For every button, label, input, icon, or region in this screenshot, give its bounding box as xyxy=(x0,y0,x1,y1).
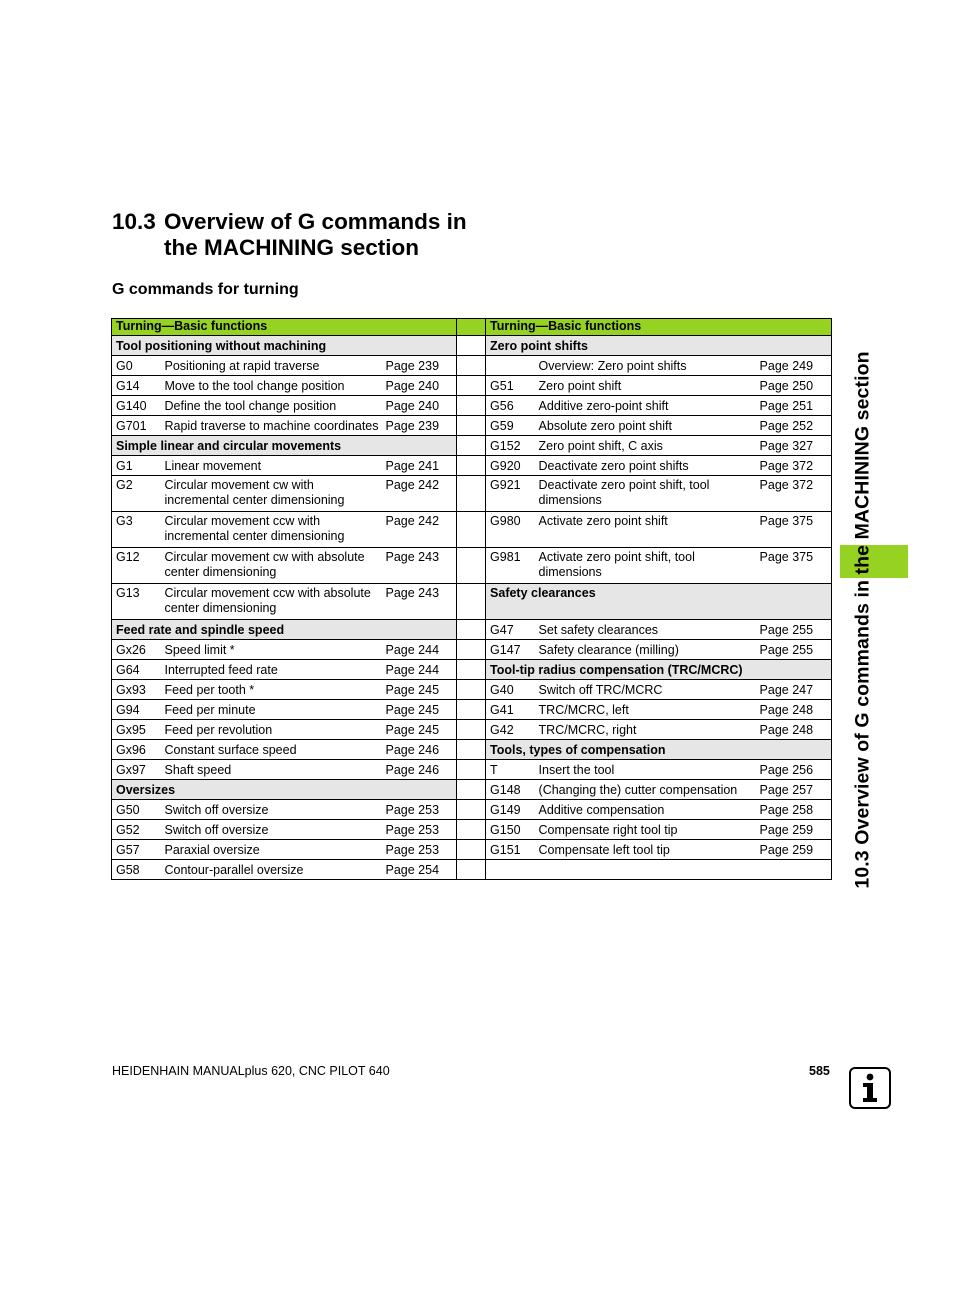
left-page-reference: Page 240 xyxy=(382,396,457,416)
table-row xyxy=(112,456,832,476)
table-row xyxy=(112,512,832,548)
right-page-reference: Page 255 xyxy=(756,620,832,640)
right-g-code: G148 xyxy=(486,780,535,800)
table-row xyxy=(112,620,832,640)
left-g-code: G13 xyxy=(112,584,161,620)
left-section-heading: Oversizes xyxy=(112,780,457,800)
right-page-reference: Page 249 xyxy=(756,356,832,376)
table-row xyxy=(112,780,832,800)
table-row xyxy=(112,376,832,396)
table-row xyxy=(112,356,832,376)
right-description: Switch off TRC/MCRC xyxy=(535,680,756,700)
right-description: Additive compensation xyxy=(535,800,756,820)
right-page-reference: Page 372 xyxy=(756,456,832,476)
right-description: Compensate right tool tip xyxy=(535,820,756,840)
left-g-code: G94 xyxy=(112,700,161,720)
right-g-code: G40 xyxy=(486,680,535,700)
right-description: Insert the tool xyxy=(535,760,756,780)
right-g-code: G42 xyxy=(486,720,535,740)
right-section-heading: Tool-tip radius compensation (TRC/MCRC) xyxy=(486,660,832,680)
right-g-code: G150 xyxy=(486,820,535,840)
table-row xyxy=(112,820,832,840)
left-page-reference: Page 242 xyxy=(382,476,457,512)
left-description: Switch off oversize xyxy=(161,800,382,820)
table-row xyxy=(112,680,832,700)
left-section-heading: Tool positioning without machining xyxy=(112,336,457,356)
right-empty-cell xyxy=(486,860,832,880)
right-page-reference: Page 257 xyxy=(756,780,832,800)
page-number: 585 xyxy=(809,1064,830,1078)
right-page-reference: Page 372 xyxy=(756,476,832,512)
left-g-code: G12 xyxy=(112,548,161,584)
section-title-line2: the MACHINING section xyxy=(164,235,420,260)
right-page-reference: Page 259 xyxy=(756,840,832,860)
gap-cell xyxy=(457,376,486,396)
right-description: Additive zero-point shift xyxy=(535,396,756,416)
gap-cell xyxy=(457,640,486,660)
right-g-code: G59 xyxy=(486,416,535,436)
gap-cell xyxy=(457,660,486,680)
right-section-heading: Safety clearances xyxy=(486,584,832,620)
table-row xyxy=(112,740,832,760)
left-g-code: Gx96 xyxy=(112,740,161,760)
table-row xyxy=(112,860,832,880)
table-row xyxy=(112,584,832,620)
right-description: Deactivate zero point shifts xyxy=(535,456,756,476)
section-title xyxy=(112,209,467,261)
right-page-reference: Page 327 xyxy=(756,436,832,456)
right-g-code: G980 xyxy=(486,512,535,548)
right-description: Activate zero point shift, tool dimensions xyxy=(535,548,756,584)
left-page-reference: Page 253 xyxy=(382,800,457,820)
left-page-reference: Page 245 xyxy=(382,720,457,740)
right-description: Compensate left tool tip xyxy=(535,840,756,860)
right-g-code: G920 xyxy=(486,456,535,476)
left-g-code: Gx93 xyxy=(112,680,161,700)
right-g-code: G41 xyxy=(486,700,535,720)
right-g-code: G149 xyxy=(486,800,535,820)
right-description: Safety clearance (milling) xyxy=(535,640,756,660)
right-g-code: G981 xyxy=(486,548,535,584)
right-page-reference: Page 255 xyxy=(756,640,832,660)
right-description: Deactivate zero point shift, tool dimensions xyxy=(535,476,756,512)
left-description: Circular movement cw with absolute center dimensioning xyxy=(161,548,382,584)
left-page-reference: Page 240 xyxy=(382,376,457,396)
table-row xyxy=(112,700,832,720)
left-g-code: Gx97 xyxy=(112,760,161,780)
left-g-code: G0 xyxy=(112,356,161,376)
table-row xyxy=(112,436,832,456)
left-description: Paraxial oversize xyxy=(161,840,382,860)
left-description: Positioning at rapid traverse xyxy=(161,356,382,376)
left-page-reference: Page 239 xyxy=(382,356,457,376)
info-glyph-icon xyxy=(859,1073,881,1103)
table-row xyxy=(112,840,832,860)
table-body xyxy=(112,319,832,880)
gap-cell xyxy=(457,820,486,840)
right-g-code: G51 xyxy=(486,376,535,396)
right-page-reference: Page 259 xyxy=(756,820,832,840)
gap-cell xyxy=(457,720,486,740)
left-page-reference: Page 254 xyxy=(382,860,457,880)
table-header-row xyxy=(112,319,832,336)
right-description: TRC/MCRC, right xyxy=(535,720,756,740)
left-g-code: G2 xyxy=(112,476,161,512)
gap-cell xyxy=(457,620,486,640)
section-title-line1: Overview of G commands in xyxy=(164,209,467,234)
gap-cell xyxy=(457,548,486,584)
left-page-reference: Page 242 xyxy=(382,512,457,548)
sidebar-chapter-title: 10.3 Overview of G commands in the MACHINING section xyxy=(851,351,874,889)
table-row xyxy=(112,416,832,436)
left-g-code: G3 xyxy=(112,512,161,548)
left-g-code: G64 xyxy=(112,660,161,680)
section-number: 10.3 xyxy=(112,209,156,234)
left-description: Circular movement cw with incremental center dimensioning xyxy=(161,476,382,512)
left-page-reference: Page 245 xyxy=(382,680,457,700)
subtitle: G commands for turning xyxy=(112,281,299,298)
right-page-reference: Page 248 xyxy=(756,720,832,740)
left-description: Circular movement ccw with incremental center dimensioning xyxy=(161,512,382,548)
right-description: Zero point shift xyxy=(535,376,756,396)
info-icon xyxy=(849,1067,891,1109)
right-page-reference: Page 375 xyxy=(756,512,832,548)
table-row xyxy=(112,396,832,416)
right-page-reference: Page 256 xyxy=(756,760,832,780)
table-row xyxy=(112,800,832,820)
gap-cell xyxy=(457,860,486,880)
gap-cell xyxy=(457,680,486,700)
right-page-reference: Page 375 xyxy=(756,548,832,584)
right-g-code: G152 xyxy=(486,436,535,456)
left-page-reference: Page 245 xyxy=(382,700,457,720)
left-page-reference: Page 253 xyxy=(382,840,457,860)
left-description: Feed per minute xyxy=(161,700,382,720)
right-section-heading: Tools, types of compensation xyxy=(486,740,832,760)
right-column-header: Turning—Basic functions xyxy=(486,319,832,336)
left-page-reference: Page 246 xyxy=(382,760,457,780)
gap-cell xyxy=(457,456,486,476)
left-section-heading: Simple linear and circular movements xyxy=(112,436,457,456)
left-description: Switch off oversize xyxy=(161,820,382,840)
left-page-reference: Page 244 xyxy=(382,640,457,660)
gap-cell xyxy=(457,319,486,336)
right-description: Activate zero point shift xyxy=(535,512,756,548)
left-g-code: G140 xyxy=(112,396,161,416)
gap-cell xyxy=(457,396,486,416)
left-description: Circular movement ccw with absolute center dimensioning xyxy=(161,584,382,620)
gap-cell xyxy=(457,356,486,376)
gap-cell xyxy=(457,336,486,356)
left-g-code: G14 xyxy=(112,376,161,396)
gap-cell xyxy=(457,800,486,820)
left-description: Move to the tool change position xyxy=(161,376,382,396)
right-description: (Changing the) cutter compensation xyxy=(535,780,756,800)
right-page-reference: Page 247 xyxy=(756,680,832,700)
gap-cell xyxy=(457,436,486,456)
right-description: Absolute zero point shift xyxy=(535,416,756,436)
left-g-code: Gx26 xyxy=(112,640,161,660)
left-description: Constant surface speed xyxy=(161,740,382,760)
gap-cell xyxy=(457,740,486,760)
right-g-code: G921 xyxy=(486,476,535,512)
right-page-reference: Page 251 xyxy=(756,396,832,416)
left-page-reference: Page 243 xyxy=(382,584,457,620)
right-g-code: G151 xyxy=(486,840,535,860)
footer-product-name: HEIDENHAIN MANUALplus 620, CNC PILOT 640 xyxy=(112,1064,390,1078)
left-description: Linear movement xyxy=(161,456,382,476)
table-row xyxy=(112,760,832,780)
left-page-reference: Page 241 xyxy=(382,456,457,476)
gap-cell xyxy=(457,476,486,512)
right-description: Set safety clearances xyxy=(535,620,756,640)
left-description: Shaft speed xyxy=(161,760,382,780)
right-page-reference: Page 248 xyxy=(756,700,832,720)
left-description: Speed limit * xyxy=(161,640,382,660)
gap-cell xyxy=(457,416,486,436)
left-section-heading: Feed rate and spindle speed xyxy=(112,620,457,640)
left-g-code: G1 xyxy=(112,456,161,476)
left-g-code: G57 xyxy=(112,840,161,860)
left-g-code: G52 xyxy=(112,820,161,840)
gap-cell xyxy=(457,760,486,780)
gap-cell xyxy=(457,840,486,860)
right-g-code xyxy=(486,356,535,376)
table-row xyxy=(112,640,832,660)
left-description: Feed per revolution xyxy=(161,720,382,740)
right-section-heading: Zero point shifts xyxy=(486,336,832,356)
right-page-reference: Page 258 xyxy=(756,800,832,820)
table-row xyxy=(112,660,832,680)
left-page-reference: Page 243 xyxy=(382,548,457,584)
left-page-reference: Page 253 xyxy=(382,820,457,840)
left-g-code: G701 xyxy=(112,416,161,436)
table-row xyxy=(112,336,832,356)
right-g-code: G47 xyxy=(486,620,535,640)
right-g-code: G56 xyxy=(486,396,535,416)
right-g-code: T xyxy=(486,760,535,780)
left-description: Feed per tooth * xyxy=(161,680,382,700)
right-description: Overview: Zero point shifts xyxy=(535,356,756,376)
left-g-code: Gx95 xyxy=(112,720,161,740)
right-page-reference: Page 252 xyxy=(756,416,832,436)
left-column-header: Turning—Basic functions xyxy=(112,319,457,336)
left-page-reference: Page 239 xyxy=(382,416,457,436)
gap-cell xyxy=(457,700,486,720)
right-description: TRC/MCRC, left xyxy=(535,700,756,720)
g-commands-table xyxy=(111,318,832,880)
left-description: Rapid traverse to machine coordinates xyxy=(161,416,382,436)
left-page-reference: Page 244 xyxy=(382,660,457,680)
right-description: Zero point shift, C axis xyxy=(535,436,756,456)
table-row xyxy=(112,548,832,584)
right-page-reference: Page 250 xyxy=(756,376,832,396)
left-description: Contour-parallel oversize xyxy=(161,860,382,880)
table-row xyxy=(112,476,832,512)
left-g-code: G58 xyxy=(112,860,161,880)
left-g-code: G50 xyxy=(112,800,161,820)
right-g-code: G147 xyxy=(486,640,535,660)
left-page-reference: Page 246 xyxy=(382,740,457,760)
gap-cell xyxy=(457,780,486,800)
table-row xyxy=(112,720,832,740)
left-description: Interrupted feed rate xyxy=(161,660,382,680)
left-description: Define the tool change position xyxy=(161,396,382,416)
gap-cell xyxy=(457,584,486,620)
gap-cell xyxy=(457,512,486,548)
